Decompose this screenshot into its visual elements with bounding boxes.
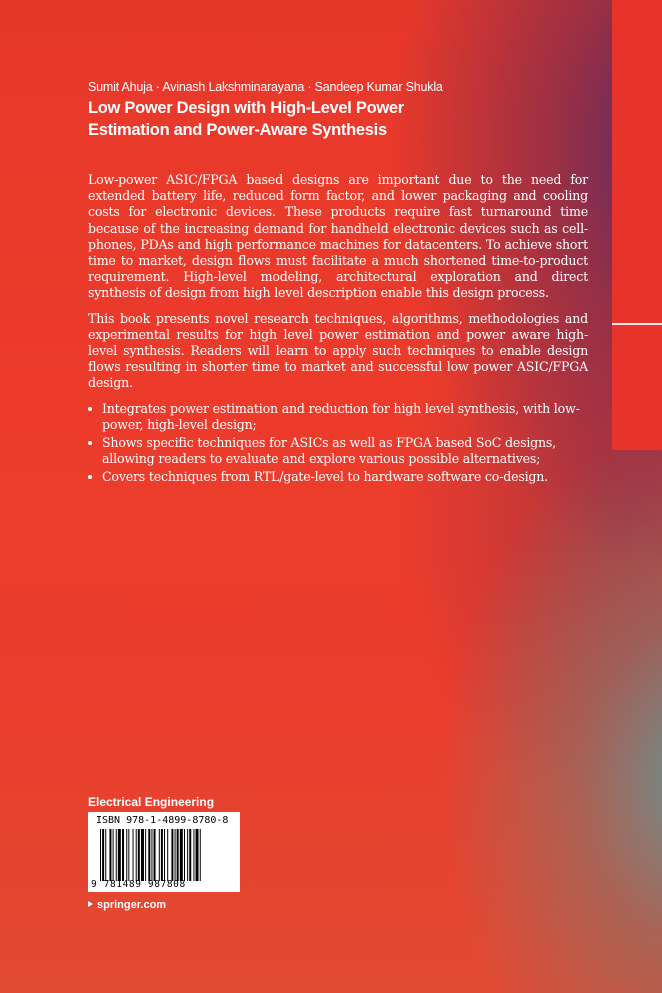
bullet-text: Shows specific techniques for ASICs as well as FPGA based SoC designs, allowing readers to evaluate and explore various possible alternatives; (102, 435, 556, 467)
paragraph-1: Low-power ASIC/FPGA based designs are important due to the need for extended battery life, reduced form factor, and lower packaging and cooling costs for electronic devices. These products require fast turnaround time because of the increasing demand for handheld electronic devices such as cell-phones, PDAs and high performance machines for datacenters. To achieve short time to market, design flows must facilitate a much shortened time-to-product requirement. High-level modeling, architectural exploration and direct synthesis of design from high level description enable this design process. (88, 172, 588, 301)
accent-band (612, 0, 662, 450)
accent-line (612, 323, 662, 325)
feature-list (88, 401, 588, 486)
publisher-link[interactable] (88, 899, 166, 911)
subject-category: Electrical Engineering (88, 795, 215, 809)
title-line-2: Estimation and Power-Aware Synthesis (88, 120, 387, 139)
description (88, 172, 588, 488)
barcode-digits: 9 781489 987808 (91, 879, 186, 890)
bullet-icon (88, 407, 92, 411)
bullet-text: Covers techniques from RTL/gate-level to hardware software co-design. (102, 469, 548, 485)
book-title (88, 98, 528, 141)
isbn-barcode-box (88, 812, 240, 892)
paragraph-2: This book presents novel research techniques, algorithms, methodologies and experimental results for high level power estimation and power aware high-level synthesis. Readers will learn to apply such techniques to enable design flows resulting in shorter time to market and successful low power ASIC/FPGA design. (88, 310, 588, 391)
list-item (88, 435, 588, 467)
arrow-right-icon (88, 901, 93, 907)
bullet-text: Integrates power estimation and reduction for high level synthesis, with low-power, high-level design; (102, 400, 580, 432)
bullet-icon (88, 441, 92, 445)
list-item (88, 401, 588, 433)
publisher-url: springer.com (97, 899, 167, 911)
barcode-icon (100, 829, 236, 881)
list-item (88, 469, 588, 485)
authors: Sumit Ahuja · Avinash Lakshminarayana · Sandeep Kumar Shukla (88, 80, 443, 94)
bullet-icon (88, 475, 92, 479)
isbn-label: ISBN 978-1-4899-8780-8 (96, 815, 229, 826)
title-line-1: Low Power Design with High-Level Power (88, 99, 404, 117)
